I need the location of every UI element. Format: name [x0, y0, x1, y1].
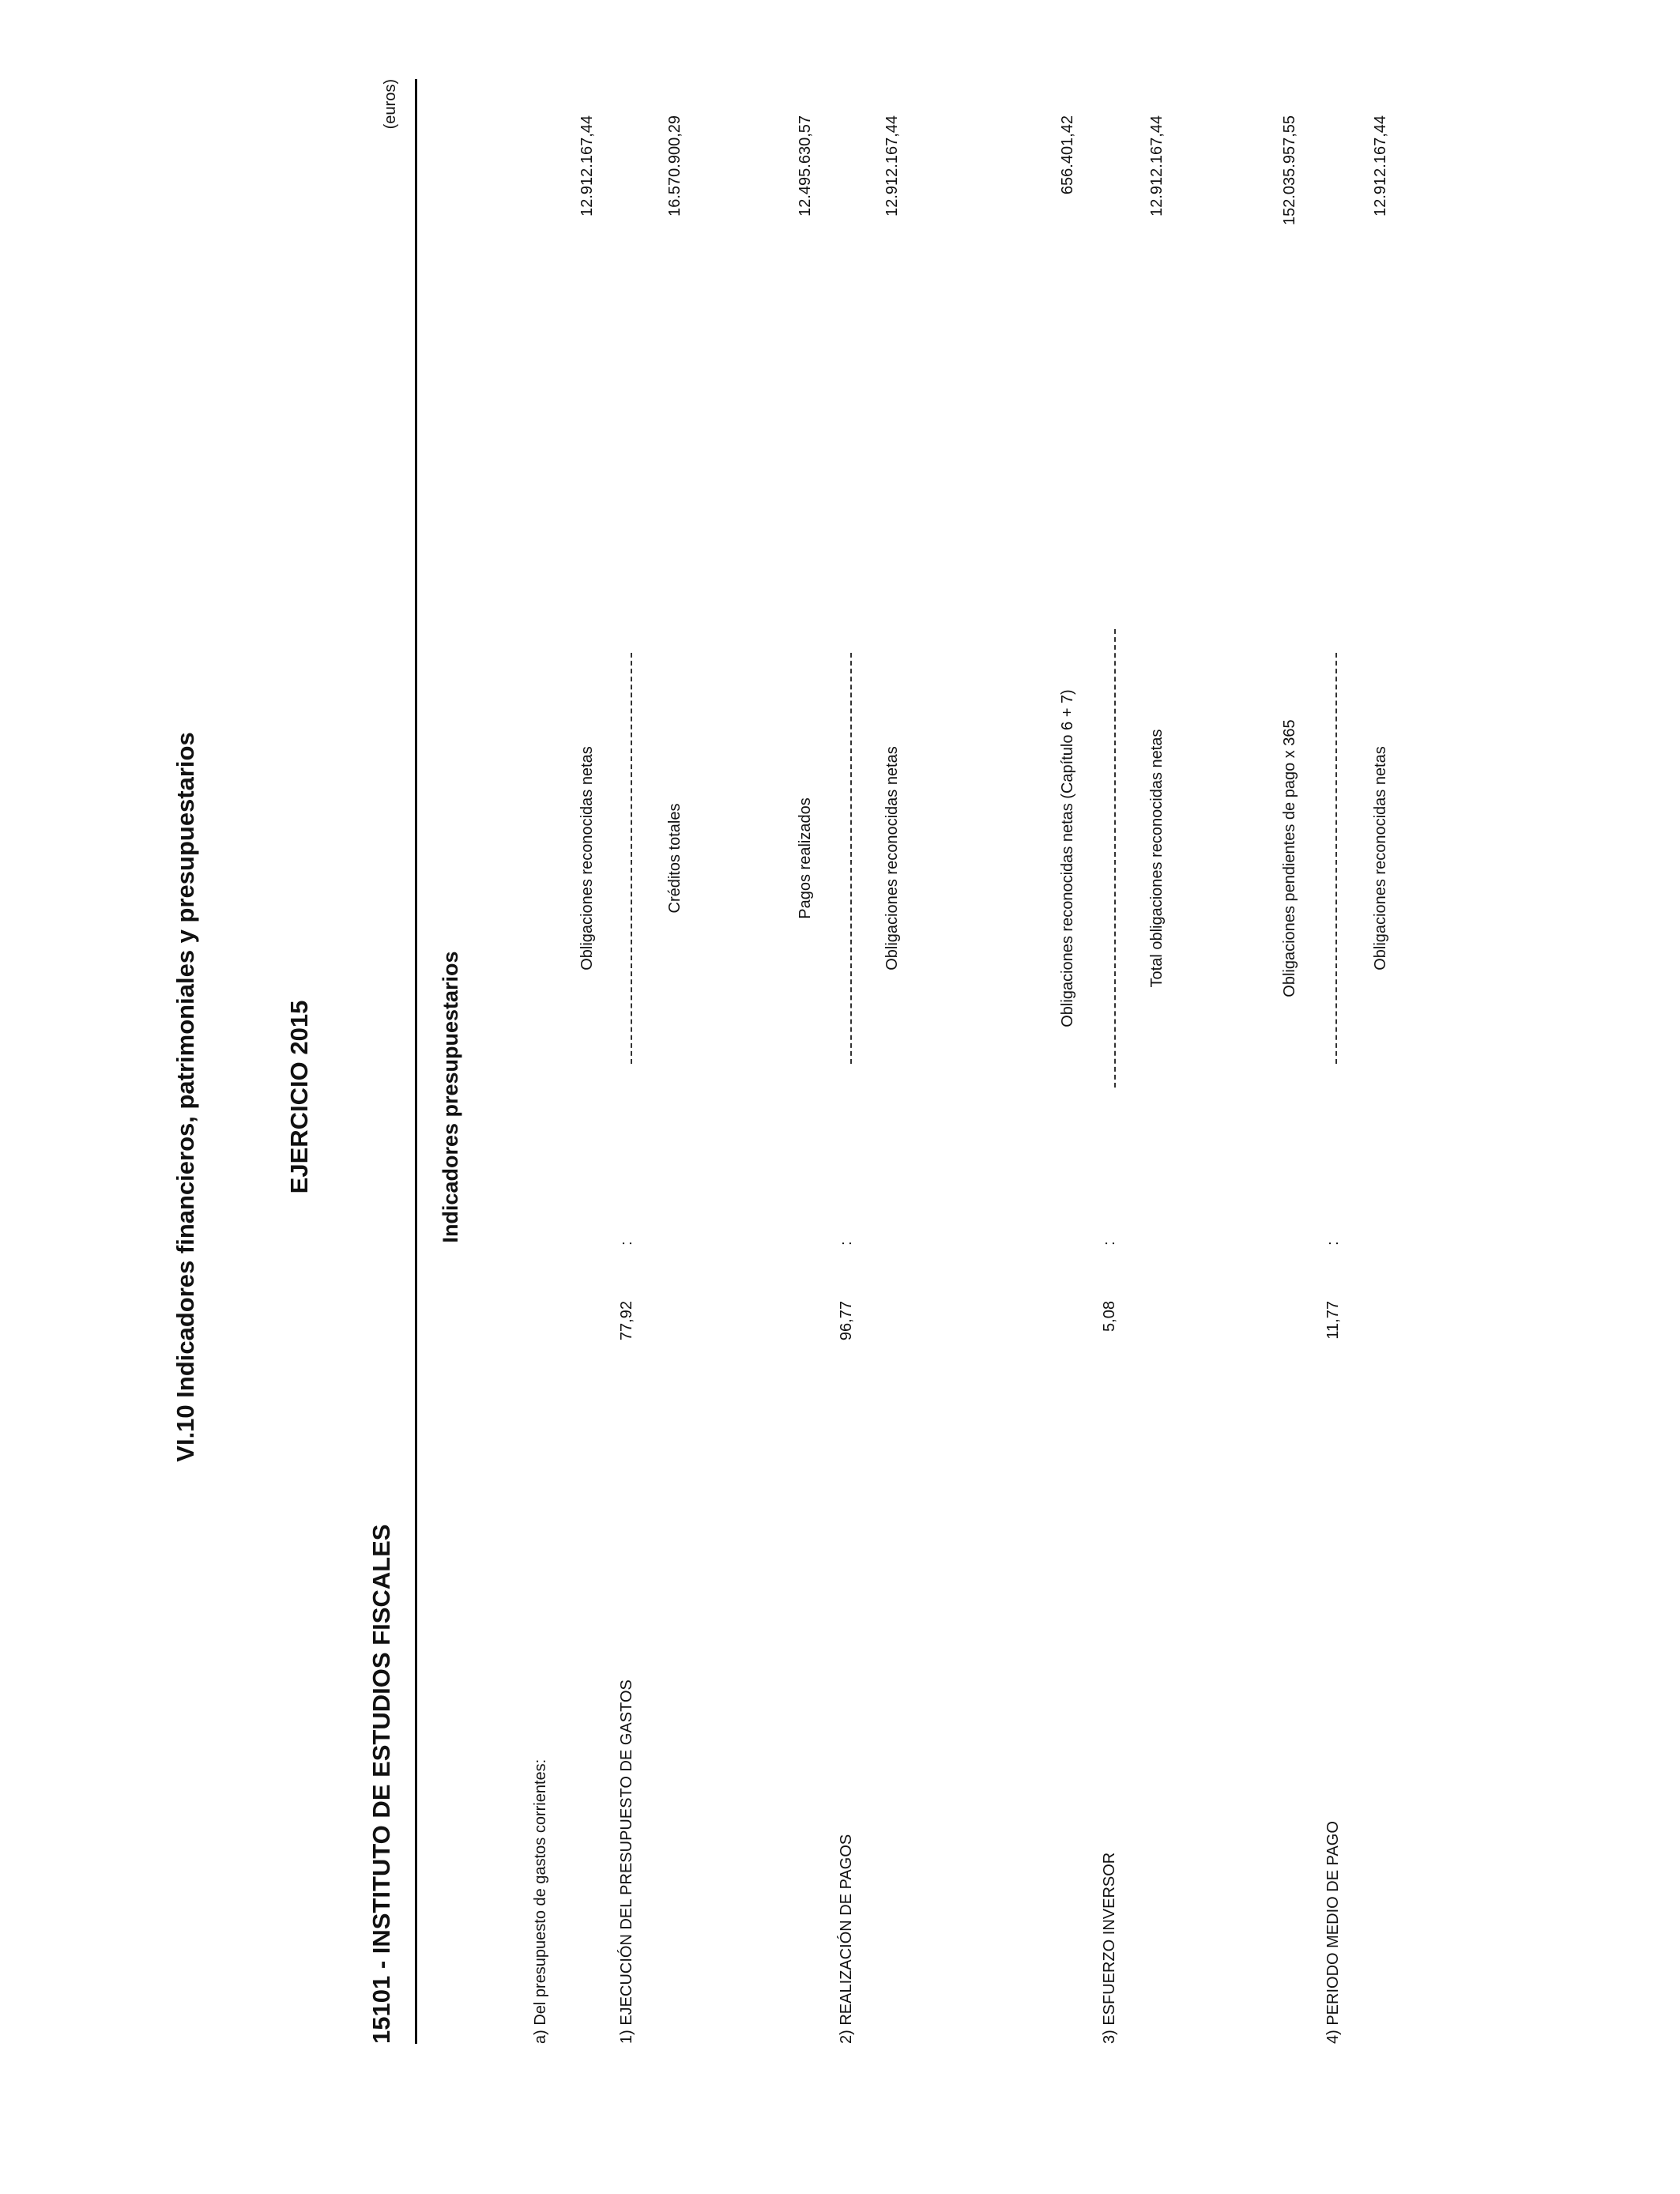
subsection-label: a) Del presupuesto de gastos corrientes: [532, 1759, 549, 2044]
indicator-label: 3) ESFUERZO INVERSOR [1101, 1852, 1118, 2044]
denominator-value: 12.912.167,44 [1148, 115, 1166, 217]
header-rule [415, 79, 417, 2044]
indicator-value: 5,08 [1101, 1301, 1118, 1332]
section-heading: Indicadores presupuestarios [439, 951, 462, 1243]
indicator-value: 11,77 [1324, 1301, 1342, 1340]
indicator-value: 77,92 [618, 1301, 635, 1341]
indicator-label: 1) EJECUCIÓN DEL PRESUPUESTO DE GASTOS [618, 1679, 635, 2044]
numerator-label: Obligaciones reconocidas netas (Capítulo 6 + 7) [1059, 689, 1076, 1027]
numerator-value: 656.401,42 [1059, 115, 1076, 195]
denominator-label: Total obligaciones reconocidas netas [1148, 729, 1166, 988]
denominator-value: 16.570.900,29 [666, 115, 684, 217]
indicator-label: 2) REALIZACIÓN DE PAGOS [838, 1834, 855, 2044]
exercise-heading: EJERCICIO 2015 [285, 1000, 313, 1194]
fraction-line [1114, 629, 1116, 1088]
numerator-label: Obligaciones pendientes de pago x 365 [1281, 719, 1298, 997]
indicator-value: 96,77 [838, 1301, 855, 1341]
entity-heading: 15101 - INSTITUTO DE ESTUDIOS FISCALES [367, 1524, 395, 2044]
fraction-line [1335, 653, 1337, 1064]
fraction-line [850, 653, 852, 1064]
denominator-value: 12.912.167,44 [1372, 115, 1389, 217]
indicator-label: 4) PERIODO MEDIO DE PAGO [1324, 1821, 1342, 2044]
numerator-value: 12.912.167,44 [578, 115, 596, 217]
indicator-separator: : [838, 1241, 855, 1246]
indicator-separator: : [1101, 1241, 1118, 1246]
denominator-label: Obligaciones reconocidas netas [1372, 746, 1389, 971]
numerator-label: Obligaciones reconocidas netas [578, 746, 596, 971]
numerator-label: Pagos realizados [797, 797, 814, 919]
fraction-line [631, 653, 632, 1064]
numerator-value: 152.035.957,55 [1281, 115, 1298, 226]
denominator-label: Créditos totales [666, 803, 684, 914]
currency-note: (euros) [382, 79, 399, 130]
indicator-separator: : [1324, 1241, 1342, 1246]
numerator-value: 12.495.630,57 [797, 115, 814, 217]
indicator-separator: : [618, 1241, 635, 1246]
denominator-label: Obligaciones reconocidas netas [883, 746, 901, 971]
page-title: VI.10 Indicadores financieros, patrimoniales y presupuestarios [171, 732, 199, 1462]
denominator-value: 12.912.167,44 [883, 115, 901, 217]
